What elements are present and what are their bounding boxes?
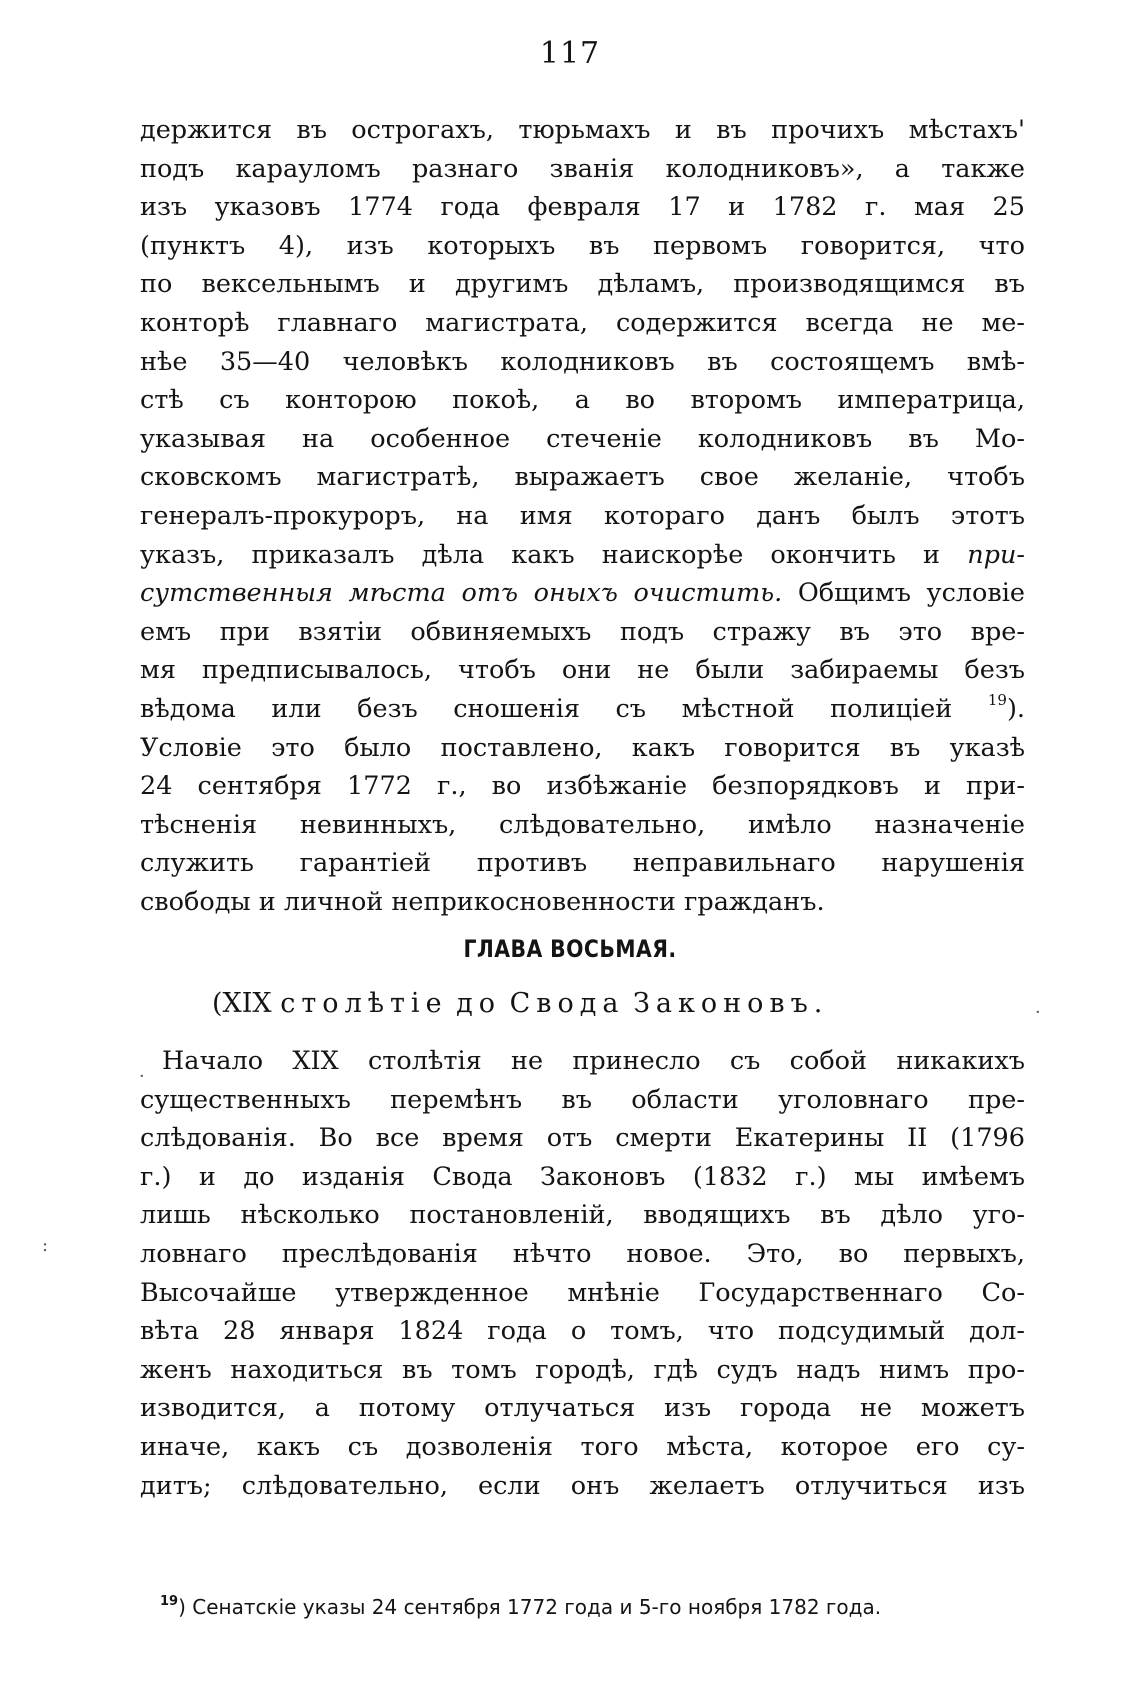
text-line: нѣе 35—40 человѣкъ колодниковъ въ состоящемъ вмѣ- (140, 346, 1025, 377)
text-line: иначе, какъ съ дозволенія того мѣста, которое его су- (140, 1431, 1025, 1462)
text-line: емъ при взятіи обвиняемыхъ подъ стражу въ это вре- (140, 616, 1025, 647)
italic-text: при- (967, 539, 1025, 570)
subtitle-word: Законовъ. (633, 988, 829, 1019)
subtitle-word: до (456, 988, 502, 1019)
footnote-number: 19 (160, 1594, 179, 1609)
text-line: сковскомъ магистратѣ, выражаетъ свое желаніе, чтобъ (140, 462, 1025, 493)
text-segment: указъ, приказалъ дѣла какъ наискорѣе окончить и (140, 539, 941, 570)
text-line: дитъ; слѣдовательно, если онъ желаетъ отлучиться изъ (140, 1470, 1025, 1501)
text-line: лишь нѣсколько постановленій, вводящихъ въ дѣло уго- (140, 1200, 1025, 1231)
text-line: слѣдованія. Во все время отъ смерти Екатерины II (1796 (140, 1123, 1025, 1154)
text-line: вѣта 28 января 1824 года о томъ, что подсудимый дол- (140, 1316, 1025, 1347)
text-line: конторѣ главнаго магистрата, содержится всегда не ме- (140, 307, 1025, 338)
text-line: (пунктъ 4), изъ которыхъ въ первомъ говорится, что (140, 230, 1025, 261)
scan-speck: : (42, 1235, 49, 1256)
italic-text: сутственныя мѣста отъ оныхъ очистить. (140, 578, 783, 609)
text-line: женъ находиться въ томъ городѣ, гдѣ судъ надъ нимъ про- (140, 1354, 1025, 1385)
text-line: 24 сентября 1772 г., во избѣжаніе безпорядковъ и при- (140, 771, 1025, 802)
text-line: служить гарантіей противъ неправильнаго нарушенія (140, 848, 1025, 879)
scan-speck: · (1035, 1002, 1041, 1023)
text-line: подъ карауломъ разнаго званія колодниковъ», а также (140, 153, 1025, 184)
paragraph-chapter-opening (140, 1042, 1025, 1505)
footnote (160, 1595, 881, 1619)
text-line: тѣсненія невинныхъ, слѣдовательно, имѣло назначеніе (140, 809, 1025, 840)
subtitle-word: Свода (509, 988, 625, 1019)
chapter-subtitle (212, 988, 828, 1019)
text-line-with-italic (140, 536, 1025, 575)
subtitle-word: столѣтіе (280, 988, 448, 1019)
text-line: по вексельнымъ и другимъ дѣламъ, производящимся въ (140, 269, 1025, 300)
text-line: мя предписывалось, чтобъ они не были забираемы безъ (140, 655, 1025, 686)
text-line-with-italic (140, 574, 1025, 613)
footnote-ref-group (987, 690, 1025, 724)
subtitle-open: (XIX (212, 988, 272, 1019)
text-line: Условіе это было поставлено, какъ говорится въ указѣ (140, 732, 1025, 763)
text-segment: Общимъ условіе (797, 578, 1025, 609)
paragraph-continued (140, 111, 1025, 921)
page-number: 117 (539, 36, 601, 71)
text-line: генералъ-прокуроръ, на имя котораго данъ былъ этотъ (140, 500, 1025, 531)
text-line: существенныхъ перемѣнъ въ области уголовнаго пре- (140, 1084, 1025, 1115)
text-line: Высочайше утвержденное мнѣніе Государственнаго Со- (140, 1277, 1025, 1308)
text-segment: вѣдома или безъ сношенія съ мѣстной полиціей (140, 693, 953, 724)
text-line: изъ указовъ 1774 года февраля 17 и 1782 г. мая 25 (140, 192, 1025, 223)
text-line: указывая на особенное стеченіе колодниковъ въ Мо- (140, 423, 1025, 454)
text-line-with-footnote-ref (140, 690, 1025, 729)
text-segment: ). (1006, 693, 1025, 724)
scan-speck: · (139, 1066, 145, 1087)
text-line: держится въ острогахъ, тюрьмахъ и въ прочихъ мѣстахъ' (140, 115, 1025, 145)
text-line: свободы и личной неприкосновенности гражданъ. (140, 886, 825, 917)
text-line: ловнаго преслѣдованія нѣчто новое. Это, во первыхъ, (140, 1238, 1025, 1269)
text-line: изводится, а потому отлучаться изъ города не можетъ (140, 1393, 1025, 1424)
text-line: г.) и до изданія Свода Законовъ (1832 г.) мы имѣемъ (140, 1161, 1025, 1192)
chapter-title: ГЛАВА ВОСЬМАЯ. (463, 935, 677, 963)
text-line-indented: Начало XIX столѣтія не принесло съ собой никакихъ (162, 1046, 1025, 1076)
footnote-reference: 19 (987, 690, 1007, 709)
text-line: стѣ съ конторою покоѣ, а во второмъ императрица, (140, 385, 1025, 416)
footnote-text: ) Сенатскіе указы 24 сентября 1772 года и 5-го ноября 1782 года. (178, 1595, 882, 1619)
